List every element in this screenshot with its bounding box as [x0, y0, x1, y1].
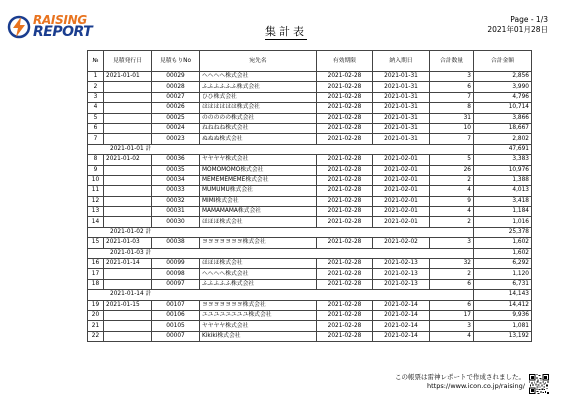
row-number: 2: [88, 82, 104, 92]
total-quantity: 9: [430, 196, 474, 206]
delivery-date: 2021-02-01: [373, 175, 430, 185]
quote-number: 00105: [152, 321, 200, 331]
valid-until: 2021-02-28: [317, 82, 373, 92]
footer-note: この帳票は雷神レポートで作成されました。: [395, 373, 525, 381]
delivery-date: 2021-02-01: [373, 165, 430, 175]
total-amount: 1,081: [474, 321, 532, 331]
recipient-name: ふふふふふ株式会社: [200, 279, 317, 289]
subtotal-row: [88, 248, 532, 258]
recipient-name: Kikiki株式会社: [200, 331, 317, 341]
total-amount: 1,388: [474, 175, 532, 185]
recipient-name: MOMOMOMO株式会社: [200, 165, 317, 175]
issue-date: [104, 165, 152, 175]
delivery-date: 2021-02-01: [373, 207, 430, 217]
recipient-name: へへへへ株式会社: [200, 72, 317, 82]
recipient-name: MIMI株式会社: [200, 196, 317, 206]
row-number: 18: [88, 279, 104, 289]
table-header-row: [88, 51, 532, 72]
table-row: [88, 259, 532, 269]
table-row: [88, 103, 532, 113]
report-title: 集計表: [265, 25, 307, 38]
total-quantity: 32: [430, 259, 474, 269]
recipient-name: ぬぬぬ株式会社: [200, 134, 317, 144]
total-amount: 2,802: [474, 134, 532, 144]
valid-until: 2021-02-28: [317, 113, 373, 123]
valid-until: 2021-02-28: [317, 165, 373, 175]
total-amount: 3,866: [474, 113, 532, 123]
delivery-date: 2021-01-31: [373, 113, 430, 123]
subtotal-amount: 1,602: [474, 248, 532, 258]
column-header: 納入期日: [373, 51, 430, 72]
issue-date: [104, 103, 152, 113]
total-quantity: 4: [430, 207, 474, 217]
total-quantity: 8: [430, 103, 474, 113]
total-quantity: 6: [430, 279, 474, 289]
issue-date: [104, 279, 152, 289]
total-quantity: 3: [430, 321, 474, 331]
recipient-name: MUMUMU株式会社: [200, 186, 317, 196]
subtotal-amount: 14,143: [474, 290, 532, 300]
column-header: 見積もりNo: [152, 51, 200, 72]
quote-number: 00036: [152, 155, 200, 165]
table-row: [88, 155, 532, 165]
valid-until: 2021-02-28: [317, 238, 373, 248]
delivery-date: 2021-02-14: [373, 321, 430, 331]
row-number: 13: [88, 207, 104, 217]
valid-until: 2021-02-28: [317, 196, 373, 206]
valid-until: 2021-02-28: [317, 92, 373, 102]
total-amount: 2,856: [474, 72, 532, 82]
footer-url: https://www.icon.co.jp/raising/: [427, 382, 525, 390]
valid-until: 2021-02-28: [317, 134, 373, 144]
issue-date: 2021-01-15: [104, 300, 152, 310]
subtotal-label: 2021-01-14 計: [88, 290, 474, 300]
subtotal-amount: 47,691: [474, 144, 532, 154]
issue-date: [104, 207, 152, 217]
row-number: 7: [88, 134, 104, 144]
total-amount: 1,184: [474, 207, 532, 217]
total-quantity: 10: [430, 123, 474, 133]
recipient-name: ひひ株式会社: [200, 92, 317, 102]
recipient-name: へへへへ株式会社: [200, 269, 317, 279]
total-quantity: 31: [430, 113, 474, 123]
valid-until: 2021-02-28: [317, 269, 373, 279]
table-row: [88, 217, 532, 227]
valid-until: 2021-02-28: [317, 279, 373, 289]
total-quantity: 2: [430, 175, 474, 185]
quote-number: 00035: [152, 165, 200, 175]
valid-until: 2021-02-28: [317, 217, 373, 227]
row-number: 3: [88, 92, 104, 102]
recipient-name: ヨヨヨヨヨヨヨ株式会社: [200, 238, 317, 248]
table-row: [88, 196, 532, 206]
subtotal-row: [88, 144, 532, 154]
valid-until: 2021-02-28: [317, 331, 373, 341]
recipient-name: ほほほ株式会社: [200, 259, 317, 269]
total-amount: 4,013: [474, 186, 532, 196]
delivery-date: 2021-02-14: [373, 310, 430, 320]
quote-number: 00030: [152, 217, 200, 227]
recipient-name: ヤヤヤヤ株式会社: [200, 155, 317, 165]
issue-date: [104, 331, 152, 341]
quote-number: 00098: [152, 269, 200, 279]
valid-until: 2021-02-28: [317, 103, 373, 113]
delivery-date: 2021-02-14: [373, 300, 430, 310]
issue-date: [104, 321, 152, 331]
quote-number: 00032: [152, 196, 200, 206]
row-number: 9: [88, 165, 104, 175]
quote-number: 00007: [152, 331, 200, 341]
recipient-name: ふふふふふふ株式会社: [200, 82, 317, 92]
column-header: 宛先名: [200, 51, 317, 72]
valid-until: 2021-02-28: [317, 259, 373, 269]
subtotal-amount: 25,378: [474, 227, 532, 237]
quote-number: 00034: [152, 175, 200, 185]
delivery-date: 2021-01-31: [373, 82, 430, 92]
total-amount: 1,602: [474, 238, 532, 248]
table-row: [88, 134, 532, 144]
row-number: 5: [88, 113, 104, 123]
total-quantity: 6: [430, 82, 474, 92]
delivery-date: 2021-02-01: [373, 196, 430, 206]
quote-number: 00106: [152, 310, 200, 320]
quote-number: 00023: [152, 134, 200, 144]
total-amount: 6,292: [474, 259, 532, 269]
recipient-name: ヨヨヨヨヨヨヨ株式会社: [200, 300, 317, 310]
column-header: 有効期限: [317, 51, 373, 72]
recipient-name: ほほほ株式会社: [200, 217, 317, 227]
total-amount: 6,731: [474, 279, 532, 289]
issue-date: [104, 92, 152, 102]
table-row: [88, 186, 532, 196]
issue-date: [104, 186, 152, 196]
valid-until: 2021-02-28: [317, 310, 373, 320]
row-number: 16: [88, 259, 104, 269]
page-number: Page - 1/3: [510, 15, 548, 24]
delivery-date: 2021-01-31: [373, 123, 430, 133]
column-header: 見積発行日: [104, 51, 152, 72]
issue-date: 2021-01-14: [104, 259, 152, 269]
table-body: [88, 72, 532, 342]
total-amount: 3,383: [474, 155, 532, 165]
table-row: [88, 72, 532, 82]
issue-date: [104, 175, 152, 185]
quote-number: 00038: [152, 238, 200, 248]
total-amount: 18,667: [474, 123, 532, 133]
issue-date: [104, 82, 152, 92]
quote-number: 00107: [152, 300, 200, 310]
page-info: [487, 15, 548, 35]
total-quantity: 7: [430, 134, 474, 144]
table-row: [88, 207, 532, 217]
total-amount: 3,990: [474, 82, 532, 92]
row-number: 4: [88, 103, 104, 113]
issue-date: 2021-01-03: [104, 238, 152, 248]
issue-date: [104, 269, 152, 279]
total-quantity: 3: [430, 238, 474, 248]
issue-date: [104, 134, 152, 144]
total-amount: 3,418: [474, 196, 532, 206]
total-quantity: 2: [430, 269, 474, 279]
total-quantity: 2: [430, 217, 474, 227]
quote-number: 00029: [152, 72, 200, 82]
row-number: 22: [88, 331, 104, 341]
row-number: 6: [88, 123, 104, 133]
total-quantity: 4: [430, 331, 474, 341]
row-number: 17: [88, 269, 104, 279]
row-number: 20: [88, 310, 104, 320]
valid-until: 2021-02-28: [317, 207, 373, 217]
row-number: 19: [88, 300, 104, 310]
table-row: [88, 113, 532, 123]
quote-number: 00028: [152, 82, 200, 92]
table-row: [88, 331, 532, 341]
table-row: [88, 123, 532, 133]
table-row: [88, 279, 532, 289]
summary-table: [87, 50, 532, 342]
table-row: [88, 269, 532, 279]
issue-date: [104, 310, 152, 320]
total-quantity: 26: [430, 165, 474, 175]
quote-number: 00025: [152, 113, 200, 123]
column-header: 合計数量: [430, 51, 474, 72]
row-number: 11: [88, 186, 104, 196]
total-quantity: 5: [430, 155, 474, 165]
delivery-date: 2021-01-31: [373, 72, 430, 82]
qr-code-icon: [529, 374, 549, 394]
table-row: [88, 92, 532, 102]
table-row: [88, 82, 532, 92]
quote-number: 00097: [152, 279, 200, 289]
recipient-name: ユユユユユユユユ株式会社: [200, 310, 317, 320]
logo-text-raising: RAISING: [33, 13, 87, 27]
recipient-name: ねねねね株式会社: [200, 123, 317, 133]
subtotal-label: 2021-01-01 計: [88, 144, 474, 154]
table-row: [88, 300, 532, 310]
delivery-date: 2021-02-14: [373, 331, 430, 341]
recipient-name: MEMEMEMEME株式会社: [200, 175, 317, 185]
issue-date: 2021-01-01: [104, 72, 152, 82]
column-header: №: [88, 51, 104, 72]
subtotal-row: [88, 227, 532, 237]
issue-date: [104, 217, 152, 227]
delivery-date: 2021-02-13: [373, 269, 430, 279]
quote-number: 00031: [152, 207, 200, 217]
row-number: 14: [88, 217, 104, 227]
valid-until: 2021-02-28: [317, 300, 373, 310]
row-number: 10: [88, 175, 104, 185]
recipient-name: はははははは株式会社: [200, 103, 317, 113]
total-amount: 1,120: [474, 269, 532, 279]
delivery-date: 2021-01-31: [373, 103, 430, 113]
total-quantity: 6: [430, 300, 474, 310]
row-number: 21: [88, 321, 104, 331]
total-amount: 1,016: [474, 217, 532, 227]
row-number: 8: [88, 155, 104, 165]
column-header: 合計金額: [474, 51, 532, 72]
delivery-date: 2021-02-01: [373, 186, 430, 196]
quote-number: 00027: [152, 92, 200, 102]
valid-until: 2021-02-28: [317, 175, 373, 185]
row-number: 1: [88, 72, 104, 82]
valid-until: 2021-02-28: [317, 155, 373, 165]
delivery-date: 2021-02-02: [373, 238, 430, 248]
subtotal-label: 2021-01-02 計: [88, 227, 474, 237]
issue-date: [104, 196, 152, 206]
raising-report-logo: [7, 14, 107, 40]
valid-until: 2021-02-28: [317, 123, 373, 133]
total-quantity: 4: [430, 186, 474, 196]
delivery-date: 2021-01-31: [373, 92, 430, 102]
total-amount: 10,976: [474, 165, 532, 175]
delivery-date: 2021-02-13: [373, 259, 430, 269]
row-number: 12: [88, 196, 104, 206]
valid-until: 2021-02-28: [317, 72, 373, 82]
valid-until: 2021-02-28: [317, 186, 373, 196]
report-date: 2021年01月28日: [487, 25, 548, 34]
quote-number: 00099: [152, 259, 200, 269]
quote-number: 00026: [152, 103, 200, 113]
valid-until: 2021-02-28: [317, 321, 373, 331]
quote-number: 00024: [152, 123, 200, 133]
total-quantity: 17: [430, 310, 474, 320]
total-quantity: 7: [430, 92, 474, 102]
logo-text-report: REPORT: [33, 24, 93, 40]
subtotal-row: [88, 290, 532, 300]
total-amount: 14,412: [474, 300, 532, 310]
delivery-date: 2021-02-01: [373, 155, 430, 165]
issue-date: [104, 113, 152, 123]
footer: [395, 373, 525, 391]
recipient-name: ののののの株式会社: [200, 113, 317, 123]
issue-date: 2021-01-02: [104, 155, 152, 165]
row-number: 15: [88, 238, 104, 248]
total-amount: 9,936: [474, 310, 532, 320]
table-row: [88, 310, 532, 320]
delivery-date: 2021-02-01: [373, 217, 430, 227]
recipient-name: MAMAMAMA株式会社: [200, 207, 317, 217]
total-amount: 4,796: [474, 92, 532, 102]
table-row: [88, 175, 532, 185]
delivery-date: 2021-01-31: [373, 134, 430, 144]
table-row: [88, 321, 532, 331]
table-row: [88, 238, 532, 248]
lightning-logo-icon: [7, 15, 31, 39]
delivery-date: 2021-02-13: [373, 279, 430, 289]
subtotal-label: 2021-01-03 計: [88, 248, 474, 258]
quote-number: 00033: [152, 186, 200, 196]
total-quantity: 3: [430, 72, 474, 82]
issue-date: [104, 123, 152, 133]
total-amount: 10,714: [474, 103, 532, 113]
recipient-name: ヤヤヤヤ株式会社: [200, 321, 317, 331]
total-amount: 13,192: [474, 331, 532, 341]
table-row: [88, 165, 532, 175]
